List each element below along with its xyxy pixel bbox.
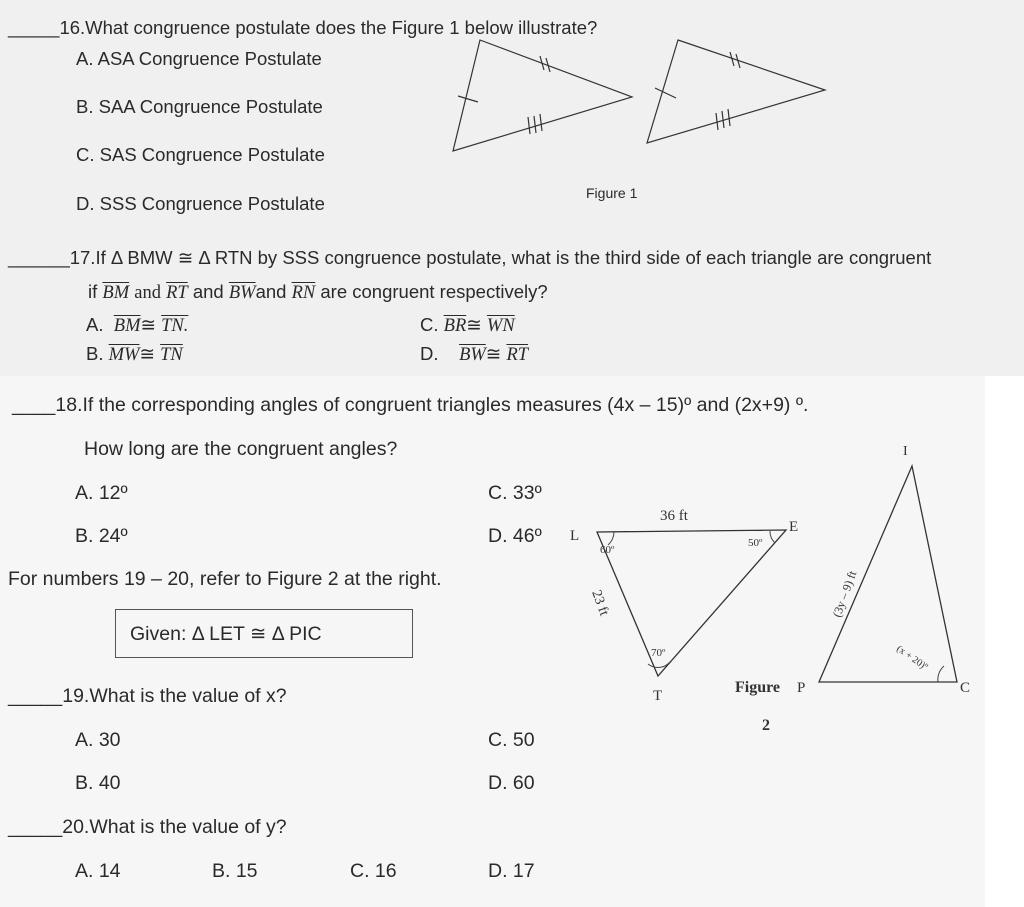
q17-seg-bw: $\overline{BW}$: [228, 283, 256, 303]
q17-b-right: $\overline{TN}$: [160, 345, 183, 365]
angle-t-label: 70º: [651, 647, 666, 659]
q18-text: If the corresponding angles of congruent triangles measures (4x – 15)º and (2x+9) º.: [82, 394, 809, 416]
angle-l-label: 60º: [600, 544, 615, 556]
q18-option-b: B. 24º: [75, 525, 128, 547]
q18-question-line2: How long are the congruent angles?: [84, 438, 398, 460]
tick-mark: [728, 109, 730, 126]
q17-c-cong: ≅: [466, 314, 482, 335]
q16-option-d: D. SSS Congruence Postulate: [76, 193, 325, 214]
q17-seg-rt: $\overline{RT}$: [166, 283, 188, 303]
vertex-l: L: [570, 528, 580, 544]
q18-option-d: D. 46º: [488, 525, 542, 547]
q17-a-right: TN.: [161, 316, 189, 336]
q17-c-left: $\overline{BR}$: [443, 316, 467, 336]
tick-mark: [540, 114, 542, 131]
vertex-c: C: [960, 680, 971, 696]
q20-option-d: D. 17: [488, 860, 535, 882]
tick-mark: [528, 117, 530, 134]
q20-number: _____20.: [8, 816, 90, 838]
vertex-p: P: [797, 680, 806, 696]
q19-option-d: D. 60: [488, 772, 535, 794]
q17-d-left: $\overline{BW}$: [459, 345, 486, 365]
figure2-triangle-let: [597, 530, 786, 676]
q16-number: _____16.: [8, 17, 86, 38]
tick-mark: [534, 116, 536, 133]
tick-mark: [458, 96, 478, 102]
q20-option-a: A. 14: [75, 860, 121, 882]
q17-d-label: D.: [420, 343, 439, 364]
q19-text: What is the value of x?: [89, 685, 287, 707]
triangle-pic: [819, 466, 957, 682]
q20-option-b: B. 15: [212, 860, 258, 882]
figure2-triangle-pic: [819, 466, 957, 682]
q17-a-left: $\overline{BM}$: [113, 316, 141, 336]
q17-a-cong: ≅: [140, 314, 156, 335]
figure2-caption-word: Figure: [735, 679, 781, 696]
q19-number: _____19.: [8, 685, 90, 707]
vertex-i: I: [903, 444, 908, 459]
q17-and-1: and: [134, 283, 161, 303]
q17-d-right: $\overline{RT}$: [506, 345, 529, 365]
q16-text: What congruence postulate does the Figure 1 below illustrate?: [85, 17, 598, 38]
triangle-let: [597, 530, 786, 676]
q17-and-3: and: [255, 281, 287, 302]
figure1-caption: Figure 1: [586, 185, 638, 201]
q17-suffix: are congruent respectively?: [320, 281, 548, 302]
side-le-label: 36 ft: [660, 508, 688, 524]
q17-b-label: B.: [86, 343, 104, 364]
q20-option-c: C. 16: [350, 860, 397, 882]
q19-option-a: A. 30: [75, 729, 121, 751]
tick-mark: [655, 88, 676, 98]
q16-option-c: C. SAS Congruence Postulate: [76, 144, 325, 165]
q19-option-c: C. 50: [488, 729, 535, 751]
q17-and-2: and: [192, 281, 224, 302]
angle-arc-e: [770, 531, 775, 543]
angle-arc-c: [938, 666, 944, 682]
vertex-e: E: [789, 519, 799, 535]
q17-b-left: $\overline{MW}$: [108, 345, 140, 365]
q16-option-a: A. ASA Congruence Postulate: [76, 48, 322, 69]
angle-e-label: 50º: [748, 537, 763, 549]
q18-number: ____18.: [12, 394, 83, 416]
q17-text: If Δ BMW ≅ Δ RTN by SSS congruence postulate, what is the third side of each triangle are congruent: [95, 247, 932, 268]
vertex-t: T: [653, 688, 663, 704]
q17-d-cong: ≅: [485, 343, 502, 364]
q17-number: ______17.: [8, 247, 96, 268]
refer-instruction: For numbers 19 – 20, refer to Figure 2 at the right.: [8, 568, 442, 590]
side-pi-label: (3y – 9) ft: [829, 568, 860, 620]
q17-a-label: A.: [86, 314, 104, 335]
q18-option-a: A. 12º: [75, 482, 128, 504]
side-lt-label: 23 ft: [588, 588, 612, 618]
angle-c-label: (x + 20)º: [894, 643, 930, 673]
figure2-caption-num: 2: [762, 717, 770, 734]
tick-mark: [722, 111, 724, 128]
q20-text: What is the value of y?: [89, 816, 287, 838]
q17-seg-rn: $\overline{RN}$: [291, 283, 316, 303]
figure1-triangles: [453, 40, 825, 151]
q17-b-cong: ≅: [139, 343, 155, 364]
q17-c-right: $\overline{WN}$: [486, 316, 515, 336]
q18-option-c: C. 33º: [488, 482, 542, 504]
q17-if: if: [88, 281, 98, 302]
given-text: Given: Δ LET ≅ Δ PIC: [130, 623, 322, 645]
q16-option-b: B. SAA Congruence Postulate: [76, 96, 323, 117]
q19-option-b: B. 40: [75, 772, 121, 794]
figure1-triangle-left: [453, 40, 632, 151]
q17-c-label: C.: [420, 314, 439, 335]
q17-seg-bm: $\overline{BM}$: [102, 283, 130, 303]
